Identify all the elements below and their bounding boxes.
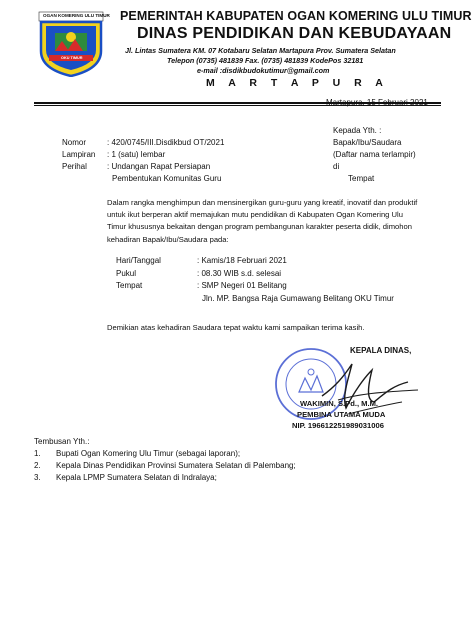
cc-title: Tembusan Yth.: — [34, 437, 90, 446]
cc-number: 2. — [34, 461, 41, 470]
recipient-line-5: Tempat — [348, 174, 375, 183]
recipient-line-4: di — [333, 162, 340, 171]
schedule-value: : Kamis/18 Februari 2021 — [197, 256, 287, 265]
subject-continuation: Pembentukan Komunitas Guru — [112, 174, 222, 183]
schedule-label: Hari/Tanggal — [116, 256, 161, 265]
cc-number: 1. — [34, 449, 41, 458]
signatory-name: WAKIMIN, S.Pd., M.M. — [300, 399, 379, 408]
header-city: M A R T A P U R A — [206, 77, 389, 89]
meta-value: : 420/0745/III.Disdikbud OT/2021 — [107, 138, 225, 147]
signatory-nip: NIP. 196612251989031006 — [292, 421, 384, 430]
recipient-line-3: (Daftar nama terlampir) — [333, 150, 416, 159]
header-government: PEMERINTAH KABUPATEN OGAN KOMERING ULU TIMUR — [120, 9, 472, 23]
body-line: Dalam rangka menghimpun dan mensinergikan guru-guru yang kreatif, inovatif dan produktif — [107, 198, 418, 207]
schedule-value: : 08.30 WIB s.d. selesai — [197, 269, 282, 278]
recipient-line-1: Kepada Yth. : — [333, 126, 382, 135]
logo-banner: OKU TIMUR — [61, 56, 83, 60]
recipient-line-2: Bapak/Ibu/Saudara — [333, 138, 402, 147]
cc-item: Kepala Dinas Pendidikan Provinsi Sumatera Selatan di Palembang; — [56, 461, 296, 470]
cc-item: Kepala LPMP Sumatera Selatan di Indralaya; — [56, 473, 217, 482]
regency-logo — [35, 11, 110, 77]
closing-sentence: Demikian atas kehadiran Saudara tepat waktu kami sampaikan terima kasih. — [107, 323, 365, 332]
logo-caption: OGAN KOMERING ULU TIMUR — [43, 13, 110, 18]
meta-label: Perihal — [62, 162, 87, 171]
body-line: untuk ikut berperan aktif memajukan mutu pendidikan di Kabupaten Ogan Komering Ulu — [107, 210, 403, 219]
header-email: e-mail :disdikbudokutimur@gmail.com — [197, 66, 330, 75]
schedule-label: Tempat — [116, 281, 143, 290]
header-address: Jl. Lintas Sumatera KM. 07 Kotabaru Selatan Martapura Prov. Sumatera Selatan — [125, 46, 396, 55]
schedule-value: : SMP Negeri 01 Belitang — [197, 281, 287, 290]
schedule-label: Pukul — [116, 269, 137, 278]
signatory-rank: PEMBINA UTAMA MUDA — [297, 410, 386, 419]
venue-address: Jln. MP. Bangsa Raja Gumawang Belitang OKU Timur — [202, 294, 394, 303]
meta-value: : Undangan Rapat Persiapan — [107, 162, 211, 171]
letter-date: Martapura, 15 Februari 2021 — [326, 98, 428, 107]
header-phone: Telepon (0735) 481839 Fax. (0735) 481839 KodePos 32181 — [167, 56, 364, 65]
signatory-title: KEPALA DINAS, — [350, 346, 412, 355]
meta-value: : 1 (satu) lembar — [107, 150, 166, 159]
header-department: DINAS PENDIDIKAN DAN KEBUDAYAAN — [137, 25, 452, 42]
cc-number: 3. — [34, 473, 41, 482]
body-line: kehadiran Bapak/Ibu/Saudara pada: — [107, 235, 229, 244]
meta-label: Nomor — [62, 138, 87, 147]
body-line: Timur khususnya bekaitan dengan program pembangunan karakter peserta didik, dimohon — [107, 222, 412, 231]
cc-item: Bupati Ogan Komering Ulu Timur (sebagai laporan); — [56, 449, 241, 458]
meta-label: Lampiran — [62, 150, 96, 159]
